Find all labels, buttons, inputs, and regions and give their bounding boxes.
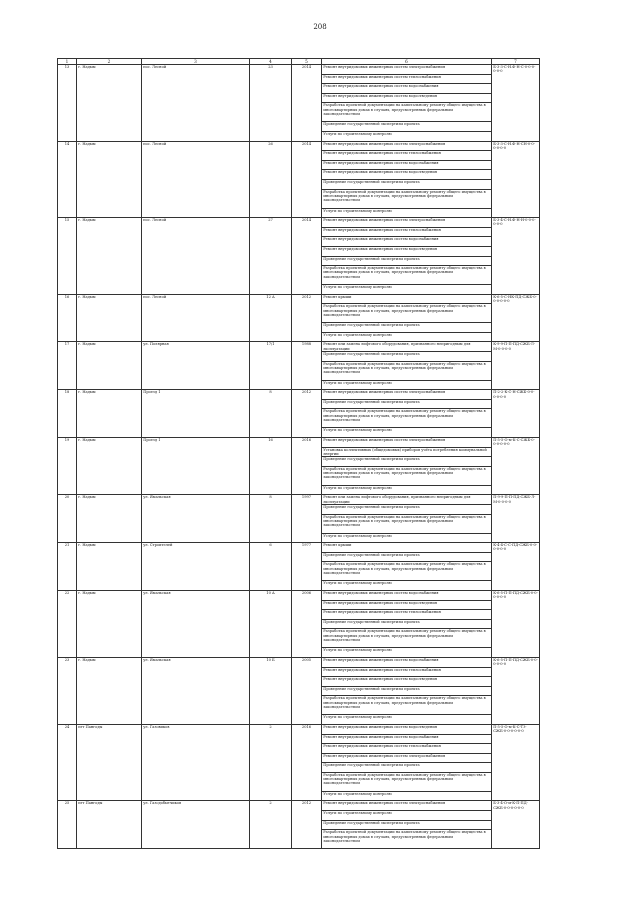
street-cell: ул. Ямальская	[142, 495, 250, 543]
column-number: 7	[492, 59, 540, 65]
house-number-cell: 6	[250, 543, 292, 591]
work-type-cell: Ремонт внутридомовых инженерных систем водоснабжения	[322, 160, 492, 170]
year-cell: 2006	[292, 590, 322, 657]
row-number: 23	[58, 657, 77, 724]
street-cell: пос. Лесной	[142, 65, 250, 142]
street-cell: Проезд 1	[142, 438, 250, 495]
row-number: 19	[58, 438, 77, 495]
column-number: 4	[250, 59, 292, 65]
year-cell: 2014	[292, 218, 322, 295]
table-row	[58, 141, 540, 151]
house-number-cell: 8	[250, 390, 292, 438]
work-type-cell: Ремонт внутридомовых инженерных систем теплоснабжения	[322, 744, 492, 754]
street-cell: ул. Ямальская	[142, 590, 250, 657]
building-code-cell: Б-3-4-О-м-К-П-ПД-СЖБ-0-0-0-0-0-0	[492, 801, 540, 849]
house-number-cell: 10 Б	[250, 657, 292, 724]
row-number: 24	[58, 724, 77, 801]
building-code-cell: Б-3-4-С-Н.Ф-Н-Н-0-0-0-0-0-0	[492, 218, 540, 295]
settlement-cell: пгт Пангоды	[77, 801, 142, 849]
work-type-cell: Услуги по строительному контролю	[322, 715, 492, 725]
street-cell: ул. Газодобытчиков	[142, 801, 250, 849]
work-type-cell: Ремонт внутридомовых инженерных систем теплоснабжения	[322, 227, 492, 237]
building-code-cell: П-9-9-П-П-ПД-СЖБ-Л-М-0-0-0-0	[492, 495, 540, 543]
work-type-cell: Разработка проектной документации на капитальному ремонту общего имущества в многоквартирных домах в случаях, предусмотренных федеральным законодательством	[322, 562, 492, 581]
table-row	[58, 438, 540, 448]
settlement-cell: г. Надым	[77, 495, 142, 543]
work-type-cell: Проведение государственной экспертизы проекта	[322, 323, 492, 333]
building-code-cell: Б-3-3-С-Н.Ф-Н-С-0-0-0-0-0-0	[492, 65, 540, 142]
table-row	[58, 590, 540, 600]
work-type-cell: Ремонт или замена лифтового оборудования, признанного непригодным для эксплуатации	[322, 495, 492, 505]
work-type-cell: Разработка проектной документации на капитальному ремонту общего имущества в многоквартирных домах в случаях, предусмотренных федеральным законодательством	[322, 361, 492, 380]
column-number: 2	[77, 59, 142, 65]
row-number: 22	[58, 590, 77, 657]
work-type-cell: Проведение государственной экспертизы проекта	[322, 122, 492, 132]
work-type-cell: Ремонт внутридомовых инженерных систем электроснабжения	[322, 801, 492, 811]
work-type-cell: Проведение государственной экспертизы проекта	[322, 179, 492, 189]
settlement-cell: г. Надым	[77, 390, 142, 438]
building-code-cell: П-2-2-К-С-Н-СЖБ-0-0-0-0-0-0	[492, 390, 540, 438]
column-number: 3	[142, 59, 250, 65]
work-type-cell: Ремонт внутридомовых инженерных систем водоотведения	[322, 93, 492, 103]
work-type-cell: Ремонт внутридомовых инженерных систем водоотведения	[322, 724, 492, 734]
settlement-cell: пгт Пангоды	[77, 724, 142, 801]
work-type-cell: Ремонт внутридомовых инженерных систем теплоснабжения	[322, 667, 492, 677]
work-type-cell: Разработка проектной документации на капитальному ремонту общего имущества в многоквартирных домах в случаях, предусмотренных федеральным законодательством	[322, 696, 492, 715]
work-type-cell: Проведение государственной экспертизы проекта	[322, 820, 492, 830]
work-type-cell: Услуги по строительному контролю	[322, 485, 492, 495]
work-type-cell: Проведение государственной экспертизы проекта	[322, 457, 492, 467]
settlement-cell: г. Надым	[77, 294, 142, 342]
year-cell: 2014	[292, 141, 322, 218]
work-type-cell: Услуги по строительному контролю	[322, 332, 492, 342]
street-cell: ул. Ямальская	[142, 657, 250, 724]
building-code-cell: П-5-5-О-м-К-С-СЖБ-0-0-0-0-0-0	[492, 438, 540, 495]
work-type-cell: Проведение государственной экспертизы проекта	[322, 619, 492, 629]
settlement-cell: г. Надым	[77, 543, 142, 591]
settlement-cell: г. Надым	[77, 141, 142, 218]
work-type-cell: Проведение государственной экспертизы проекта	[322, 352, 492, 362]
work-type-cell: Услуги по строительному контролю	[322, 380, 492, 390]
page-number: 208	[313, 23, 327, 31]
year-cell: 1977	[292, 543, 322, 591]
building-code-cell: П-5-5-О-м-К-С-ТЗ-СЖБ-0-0-0-0-0-0	[492, 724, 540, 801]
work-type-cell: Разработка проектной документации на капитальному ремонту общего имущества в многоквартирных домах в случаях, предусмотренных федеральным законодательством	[322, 772, 492, 791]
street-cell: пос. Лесной	[142, 294, 250, 342]
work-type-cell: Услуги по строительному контролю	[322, 428, 492, 438]
work-type-cell: Услуги по строительному контролю	[322, 648, 492, 658]
table-row	[58, 543, 540, 553]
work-type-cell: Разработка проектной документации на капитальному ремонту общего имущества в многоквартирных домах в случаях, предусмотренных федеральным законодательством	[322, 466, 492, 485]
work-type-cell: Ремонт внутридомовых инженерных систем электроснабжения	[322, 65, 492, 75]
year-cell: 2012	[292, 801, 322, 849]
table-row	[58, 801, 540, 811]
table-row	[58, 724, 540, 734]
table-row	[58, 342, 540, 352]
street-cell: Проезд 1	[142, 390, 250, 438]
work-type-cell: Ремонт внутридомовых инженерных систем водоотведения	[322, 677, 492, 687]
row-number: 18	[58, 390, 77, 438]
street-cell: пос. Лесной	[142, 218, 250, 295]
work-type-cell: Разработка проектной документации на капитальному ремонту общего имущества в многоквартирных домах в случаях, предусмотренных федеральным законодательством	[322, 266, 492, 285]
settlement-cell: г. Надым	[77, 65, 142, 142]
work-type-cell: Ремонт или замена лифтового оборудования, признанного непригодным для эксплуатации	[322, 342, 492, 352]
row-number: 14	[58, 141, 77, 218]
work-type-cell: Установка коллективных (общедомовых) приборов учёта потребления коммунальной энергии	[322, 447, 492, 457]
year-cell: 2016	[292, 438, 322, 495]
work-type-cell: Ремонт внутридомовых инженерных систем электроснабжения	[322, 438, 492, 448]
table-row	[58, 495, 540, 505]
work-type-cell: Ремонт внутридомовых инженерных систем водоснабжения	[322, 590, 492, 600]
work-type-cell: Ремонт внутридомовых инженерных систем водоснабжения	[322, 657, 492, 667]
work-type-cell: Проведение государственной экспертизы проекта	[322, 399, 492, 409]
work-type-cell: Ремонт внутридомовых инженерных систем водоснабжения	[322, 84, 492, 94]
year-cell: 2014	[292, 65, 322, 142]
work-type-cell: Ремонт внутридомовых инженерных систем теплоснабжения	[322, 610, 492, 620]
work-type-cell: Услуги по строительному контролю	[322, 811, 492, 821]
table-row	[58, 65, 540, 75]
house-number-cell: 12 А	[250, 294, 292, 342]
column-number: 5	[292, 59, 322, 65]
work-type-cell: Услуги по строительному контролю	[322, 581, 492, 591]
street-cell: ул. Полярная	[142, 342, 250, 390]
work-type-cell: Услуги по строительному контролю	[322, 208, 492, 218]
settlement-cell: г. Надым	[77, 438, 142, 495]
work-type-cell: Ремонт внутридомовых инженерных систем теплоснабжения	[322, 74, 492, 84]
house-number-cell: 2	[250, 801, 292, 849]
work-type-cell: Ремонт внутридомовых инженерных систем водоотведения	[322, 170, 492, 180]
house-number-cell: 27	[250, 218, 292, 295]
work-type-cell: Ремонт внутридомовых инженерных систем водоотведения	[322, 600, 492, 610]
work-type-cell: Ремонт внутридомовых инженерных систем электроснабжения	[322, 141, 492, 151]
street-cell: пос. Лесной	[142, 141, 250, 218]
year-cell: 1988	[292, 342, 322, 390]
work-type-cell: Проведение государственной экспертизы проекта	[322, 763, 492, 773]
building-code-cell: К-9-9-П-П-ПД-СЖБ-Л-М-0-0-0-0	[492, 342, 540, 390]
street-cell: ул. Газовиков	[142, 724, 250, 801]
house-number-cell: 2	[250, 724, 292, 801]
work-type-cell: Ремонт внутридомовых инженерных систем водоснабжения	[322, 734, 492, 744]
column-number: 1	[58, 59, 77, 65]
row-number: 25	[58, 801, 77, 849]
building-code-cell: К-6-5-П-П-ПД-СЖБ-0-0-0-0-0-0	[492, 590, 540, 657]
work-type-cell: Ремонт внутридомовых инженерных систем электроснабжения	[322, 753, 492, 763]
work-type-cell: Ремонт внутридомовых инженерных систем теплоснабжения	[322, 151, 492, 161]
work-type-cell: Услуги по строительному контролю	[322, 131, 492, 141]
row-number: 17	[58, 342, 77, 390]
year-cell: 1997	[292, 495, 322, 543]
house-number-cell: 23	[250, 65, 292, 142]
house-number-cell: 26	[250, 141, 292, 218]
work-type-cell: Ремонт крыши	[322, 543, 492, 553]
year-cell: 2016	[292, 724, 322, 801]
work-type-cell: Ремонт внутридомовых инженерных систем электроснабжения	[322, 390, 492, 400]
row-number: 15	[58, 218, 77, 295]
work-type-cell: Проведение государственной экспертизы проекта	[322, 552, 492, 562]
settlement-cell: г. Надым	[77, 218, 142, 295]
year-cell: 2012	[292, 390, 322, 438]
settlement-cell: г. Надым	[77, 342, 142, 390]
house-number-cell: 16	[250, 438, 292, 495]
work-type-cell: Разработка проектной документации на капитальному ремонту общего имущества в многоквартирных домах в случаях, предусмотренных федеральным законодательством	[322, 103, 492, 122]
house-number-cell: 17/1	[250, 342, 292, 390]
year-cell: 2005	[292, 657, 322, 724]
work-type-cell: Разработка проектной документации на капитальному ремонту общего имущества в многоквартирных домах в случаях, предусмотренных федеральным законодательством	[322, 629, 492, 648]
work-type-cell: Услуги по строительному контролю	[322, 285, 492, 295]
work-type-cell: Разработка проектной документации на капитальному ремонту общего имущества в многоквартирных домах в случаях, предусмотренных федеральным законодательством	[322, 409, 492, 428]
table-row	[58, 657, 540, 667]
house-number-cell: 8	[250, 495, 292, 543]
work-type-cell: Проведение государственной экспертизы проекта	[322, 256, 492, 266]
table-row	[58, 294, 540, 304]
work-type-cell: Услуги по строительному контролю	[322, 533, 492, 543]
work-type-cell: Услуги по строительному контролю	[322, 791, 492, 801]
row-number: 20	[58, 495, 77, 543]
building-code-cell: Б-3-3-С-Н.Ф-Н-СН-0-0-0-0-0-0	[492, 141, 540, 218]
work-type-cell: Разработка проектной документации на капитальному ремонту общего имущества в многоквартирных домах в случаях, предусмотренных федеральным законодательством	[322, 514, 492, 533]
row-number: 16	[58, 294, 77, 342]
building-code-cell: К-6-5-С-НК-ПД-СЖБ-0-0-0-0-0-0	[492, 294, 540, 342]
table-row	[58, 218, 540, 228]
work-type-cell: Проведение государственной экспертизы проекта	[322, 505, 492, 515]
settlement-cell: г. Надым	[77, 590, 142, 657]
building-code-cell: К-4-4-С-С-ПД-СЖБ-0-0-0-0-0-0	[492, 543, 540, 591]
house-number-cell: 10 А	[250, 590, 292, 657]
year-cell: 2012	[292, 294, 322, 342]
row-number: 13	[58, 65, 77, 142]
work-type-cell: Разработка проектной документации на капитальному ремонту общего имущества в многоквартирных домах в случаях, предусмотренных федеральным законодательством	[322, 189, 492, 208]
work-type-cell: Ремонт внутридомовых инженерных систем водоотведения	[322, 246, 492, 256]
repair-program-table	[57, 58, 540, 849]
table-row	[58, 390, 540, 400]
work-type-cell: Ремонт внутридомовых инженерных систем водоснабжения	[322, 237, 492, 247]
work-type-cell: Проведение государственной экспертизы проекта	[322, 686, 492, 696]
work-type-cell: Ремонт крыши	[322, 294, 492, 304]
work-type-cell: Разработка проектной документации на капитальному ремонту общего имущества в многоквартирных домах в случаях, предусмотренных федеральным законодательством	[322, 830, 492, 849]
work-type-cell: Разработка проектной документации на капитальному ремонту общего имущества в многоквартирных домах в случаях, предусмотренных федеральным законодательством	[322, 304, 492, 323]
building-code-cell: К-6-5-П-П-ПД-СЖБ-0-0-0-0-0-0	[492, 657, 540, 724]
work-type-cell: Ремонт внутридомовых инженерных систем электроснабжения	[322, 218, 492, 228]
settlement-cell: г. Надым	[77, 657, 142, 724]
street-cell: ул. Строителей	[142, 543, 250, 591]
column-number: 6	[322, 59, 492, 65]
row-number: 21	[58, 543, 77, 591]
